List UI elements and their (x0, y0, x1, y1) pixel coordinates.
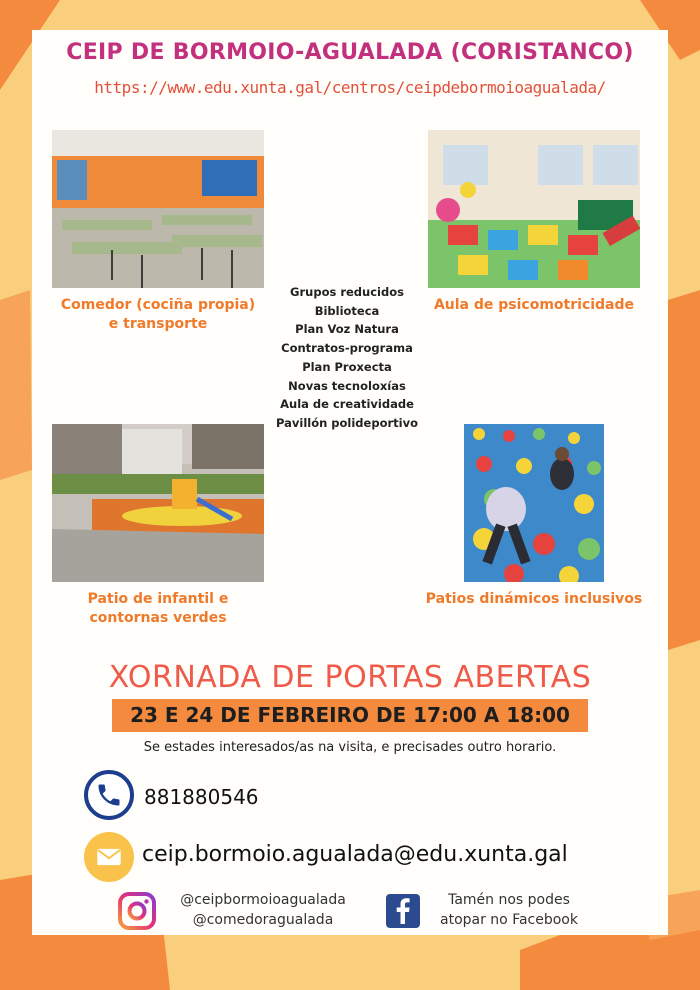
facebook-text-line2: atopar no Facebook (440, 912, 578, 928)
phone-number[interactable]: 881880546 (144, 785, 259, 809)
patios-dinamicos-caption (414, 590, 654, 609)
feature-item: Pavillón polideportivo (276, 415, 418, 430)
comedor-caption-line1: Comedor (cociña propia) (60, 297, 256, 313)
feature-item: Plan Proxecta (302, 359, 392, 374)
email-address[interactable]: ceip.bormoio.agualada@edu.xunta.gal (142, 842, 568, 867)
facebook-icon[interactable] (386, 894, 420, 928)
school-url-link[interactable]: https://www.edu.xunta.gal/centros/ceipdebormoioagualada/ (94, 78, 606, 97)
instagram-icon[interactable] (118, 892, 156, 930)
feature-item: Contratos-programa (281, 341, 413, 356)
feature-item: Aula de creatividade (280, 397, 414, 412)
comedor-photo (52, 130, 264, 288)
psicomotricidade-caption-line1: Aula de psicomotricidade (433, 297, 635, 313)
patio-infantil-caption-line2: contornas verdes (89, 610, 227, 626)
school-title: CEIP DE BORMOIO-AGUALADA (CORISTANCO) (66, 40, 634, 65)
patio-infantil-caption-line1: Patio de infantil e (87, 591, 229, 607)
patios-dinamicos-caption-line1: Patios dinámicos inclusivos (425, 591, 643, 607)
instagram-handles (158, 890, 368, 930)
patios-dinamicos-photo (464, 424, 604, 582)
open-day-note: Se estades interesados/as na visita, e precisades outro horario. (143, 740, 557, 755)
comedor-caption (40, 296, 276, 334)
psicomotricidade-caption (414, 296, 654, 315)
comedor-caption-line2: e transporte (108, 316, 208, 332)
open-day-dates-band (112, 699, 588, 732)
open-day-title: XORNADA DE PORTAS ABERTAS (108, 660, 592, 695)
facebook-text-line1: Tamén nos podes (448, 892, 570, 908)
patio-infantil-photo (52, 424, 264, 582)
patio-infantil-caption (40, 590, 276, 628)
feature-item: Plan Voz Natura (295, 322, 399, 337)
instagram-handle-school[interactable]: @ceipbormoioagualada (180, 892, 346, 908)
open-day-dates: 23 E 24 DE FEBREIRO DE 17:00 A 18:00 (130, 703, 570, 727)
psicomotricidade-photo (428, 130, 640, 288)
facebook-text (424, 890, 594, 930)
feature-item: Biblioteca (314, 303, 380, 318)
instagram-handle-comedor[interactable]: @comedoragualada (192, 912, 334, 928)
features-list (262, 283, 432, 433)
envelope-icon (84, 832, 134, 882)
feature-item: Grupos reducidos (290, 285, 404, 299)
phone-icon (84, 770, 134, 820)
feature-item: Novas tecnoloxías (288, 378, 406, 393)
